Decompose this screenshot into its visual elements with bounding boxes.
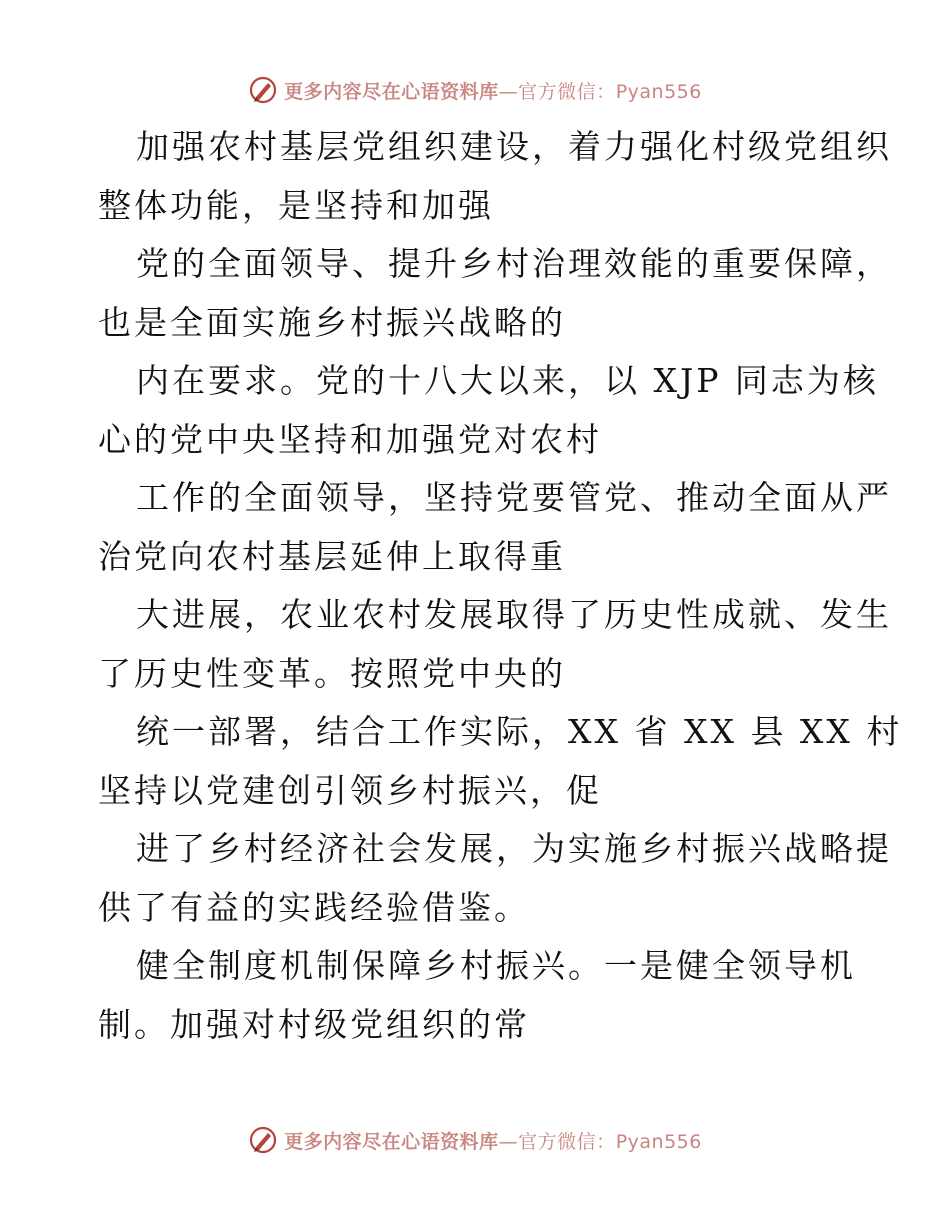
watermark-handle: Pyan556 [615,80,702,103]
paragraph-line: 坚持以党建创引领乡村振兴，促 [98,770,602,810]
paragraph-line: 健全制度机制保障乡村振兴。一是健全领导机 [136,946,856,985]
paragraph [98,469,892,586]
paragraph-line: 大进展，农业农村发展取得了历史性成就、发生 [136,595,892,634]
paragraph-line: 工作的全面领导，坚持党要管党、推动全面从严 [136,478,892,517]
watermark-dash: — [498,1130,519,1153]
pen-logo-icon [248,75,278,105]
header-watermark [0,70,950,110]
watermark-site: 更多内容尽在心语资料库 [284,80,499,103]
document-body [98,118,903,1054]
paragraph-line: 治党向农村基层延伸上取得重 [98,536,566,576]
paragraph-line: 统一部署，结合工作实际，XX 省 XX 县 XX 村 [136,712,903,751]
paragraph-line: 也是全面实施乡村振兴战略的 [98,302,566,342]
paragraph-line: 进了乡村经济社会发展，为实施乡村振兴战略提 [136,829,892,868]
paragraph [98,118,892,235]
watermark-dash: — [498,80,519,103]
footer-watermark [0,1120,950,1160]
pen-logo-icon [248,1125,278,1155]
watermark-site: 更多内容尽在心语资料库 [284,1130,499,1153]
paragraph [98,937,858,1054]
watermark-wechat-label: 官方微信： [518,80,616,103]
watermark-text [284,1127,702,1154]
paragraph-line: 制。加强对村级党组织的常 [98,1004,530,1044]
watermark-handle: Pyan556 [615,1130,702,1153]
paragraph [98,820,892,937]
paragraph-line: 加强农村基层党组织建设，着力强化村级党组织 [136,127,892,166]
paragraph [98,703,903,820]
watermark-text [284,77,702,104]
paragraph-line: 供了有益的实践经验借鉴。 [98,887,530,927]
paragraph-line: 了历史性变革。按照党中央的 [98,653,566,693]
paragraph [98,586,892,703]
paragraph-line: 内在要求。党的十八大以来，以 XJP 同志为核 [136,361,879,400]
watermark-wechat-label: 官方微信： [518,1130,616,1153]
paragraph [98,235,892,352]
paragraph [98,352,879,469]
paragraph-line: 心的党中央坚持和加强党对农村 [98,419,602,459]
paragraph-line: 整体功能，是坚持和加强 [98,185,494,225]
paragraph-line: 党的全面领导、提升乡村治理效能的重要保障， [136,244,892,283]
